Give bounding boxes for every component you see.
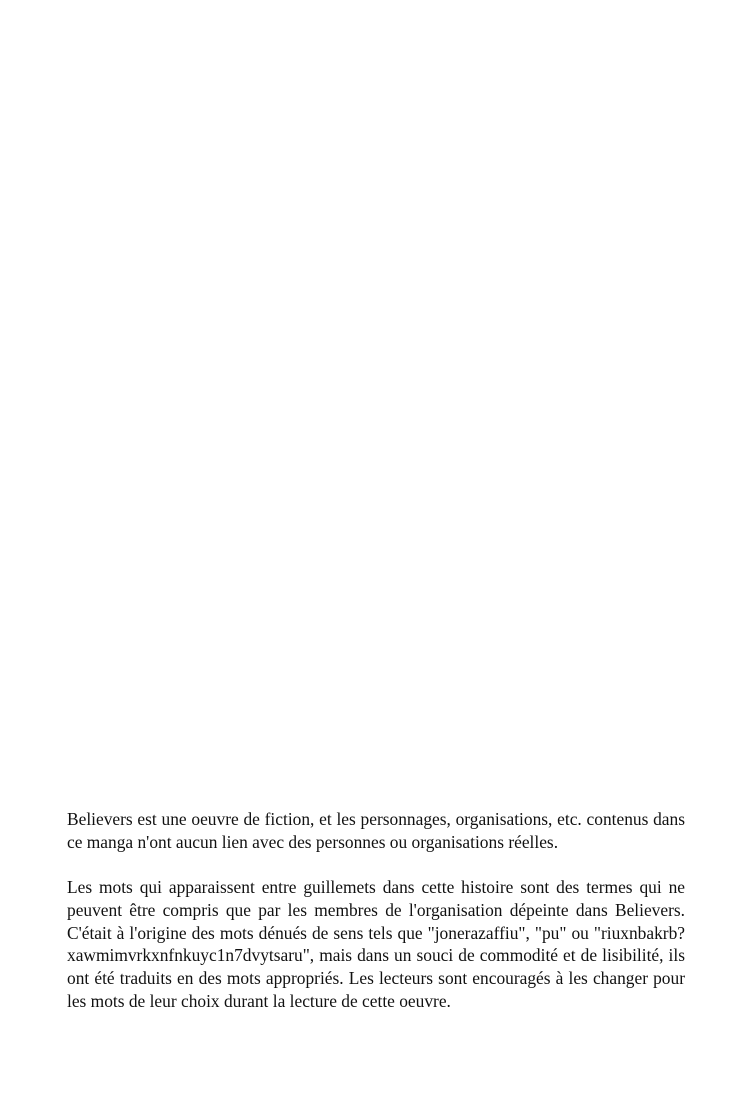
- disclaimer-notice: [67, 808, 685, 1013]
- fiction-disclaimer-paragraph: Believers est une oeuvre de fiction, et les personnages, organisations, etc. contenus dans ce manga n'ont aucun lien avec des personnes ou organisations réelles.: [67, 809, 685, 852]
- terminology-note-paragraph: Les mots qui apparaissent entre guillemets dans cette histoire sont des termes qui ne peuvent être compris que par les membres de l'organisation dépeinte dans Believers. C'était à l'origine des mots dénués de sens tels que "jonerazaffiu", "pu" ou "riuxnbakrb?xawmimvrkxnfnkuyc1n7dvytsaru", mais dans un souci de commodité et de lisibilité, ils ont été traduits en des mots appropriés. Les lecteurs sont encouragés à les changer pour les mots de leur choix durant la lecture de cette oeuvre.: [67, 877, 685, 1012]
